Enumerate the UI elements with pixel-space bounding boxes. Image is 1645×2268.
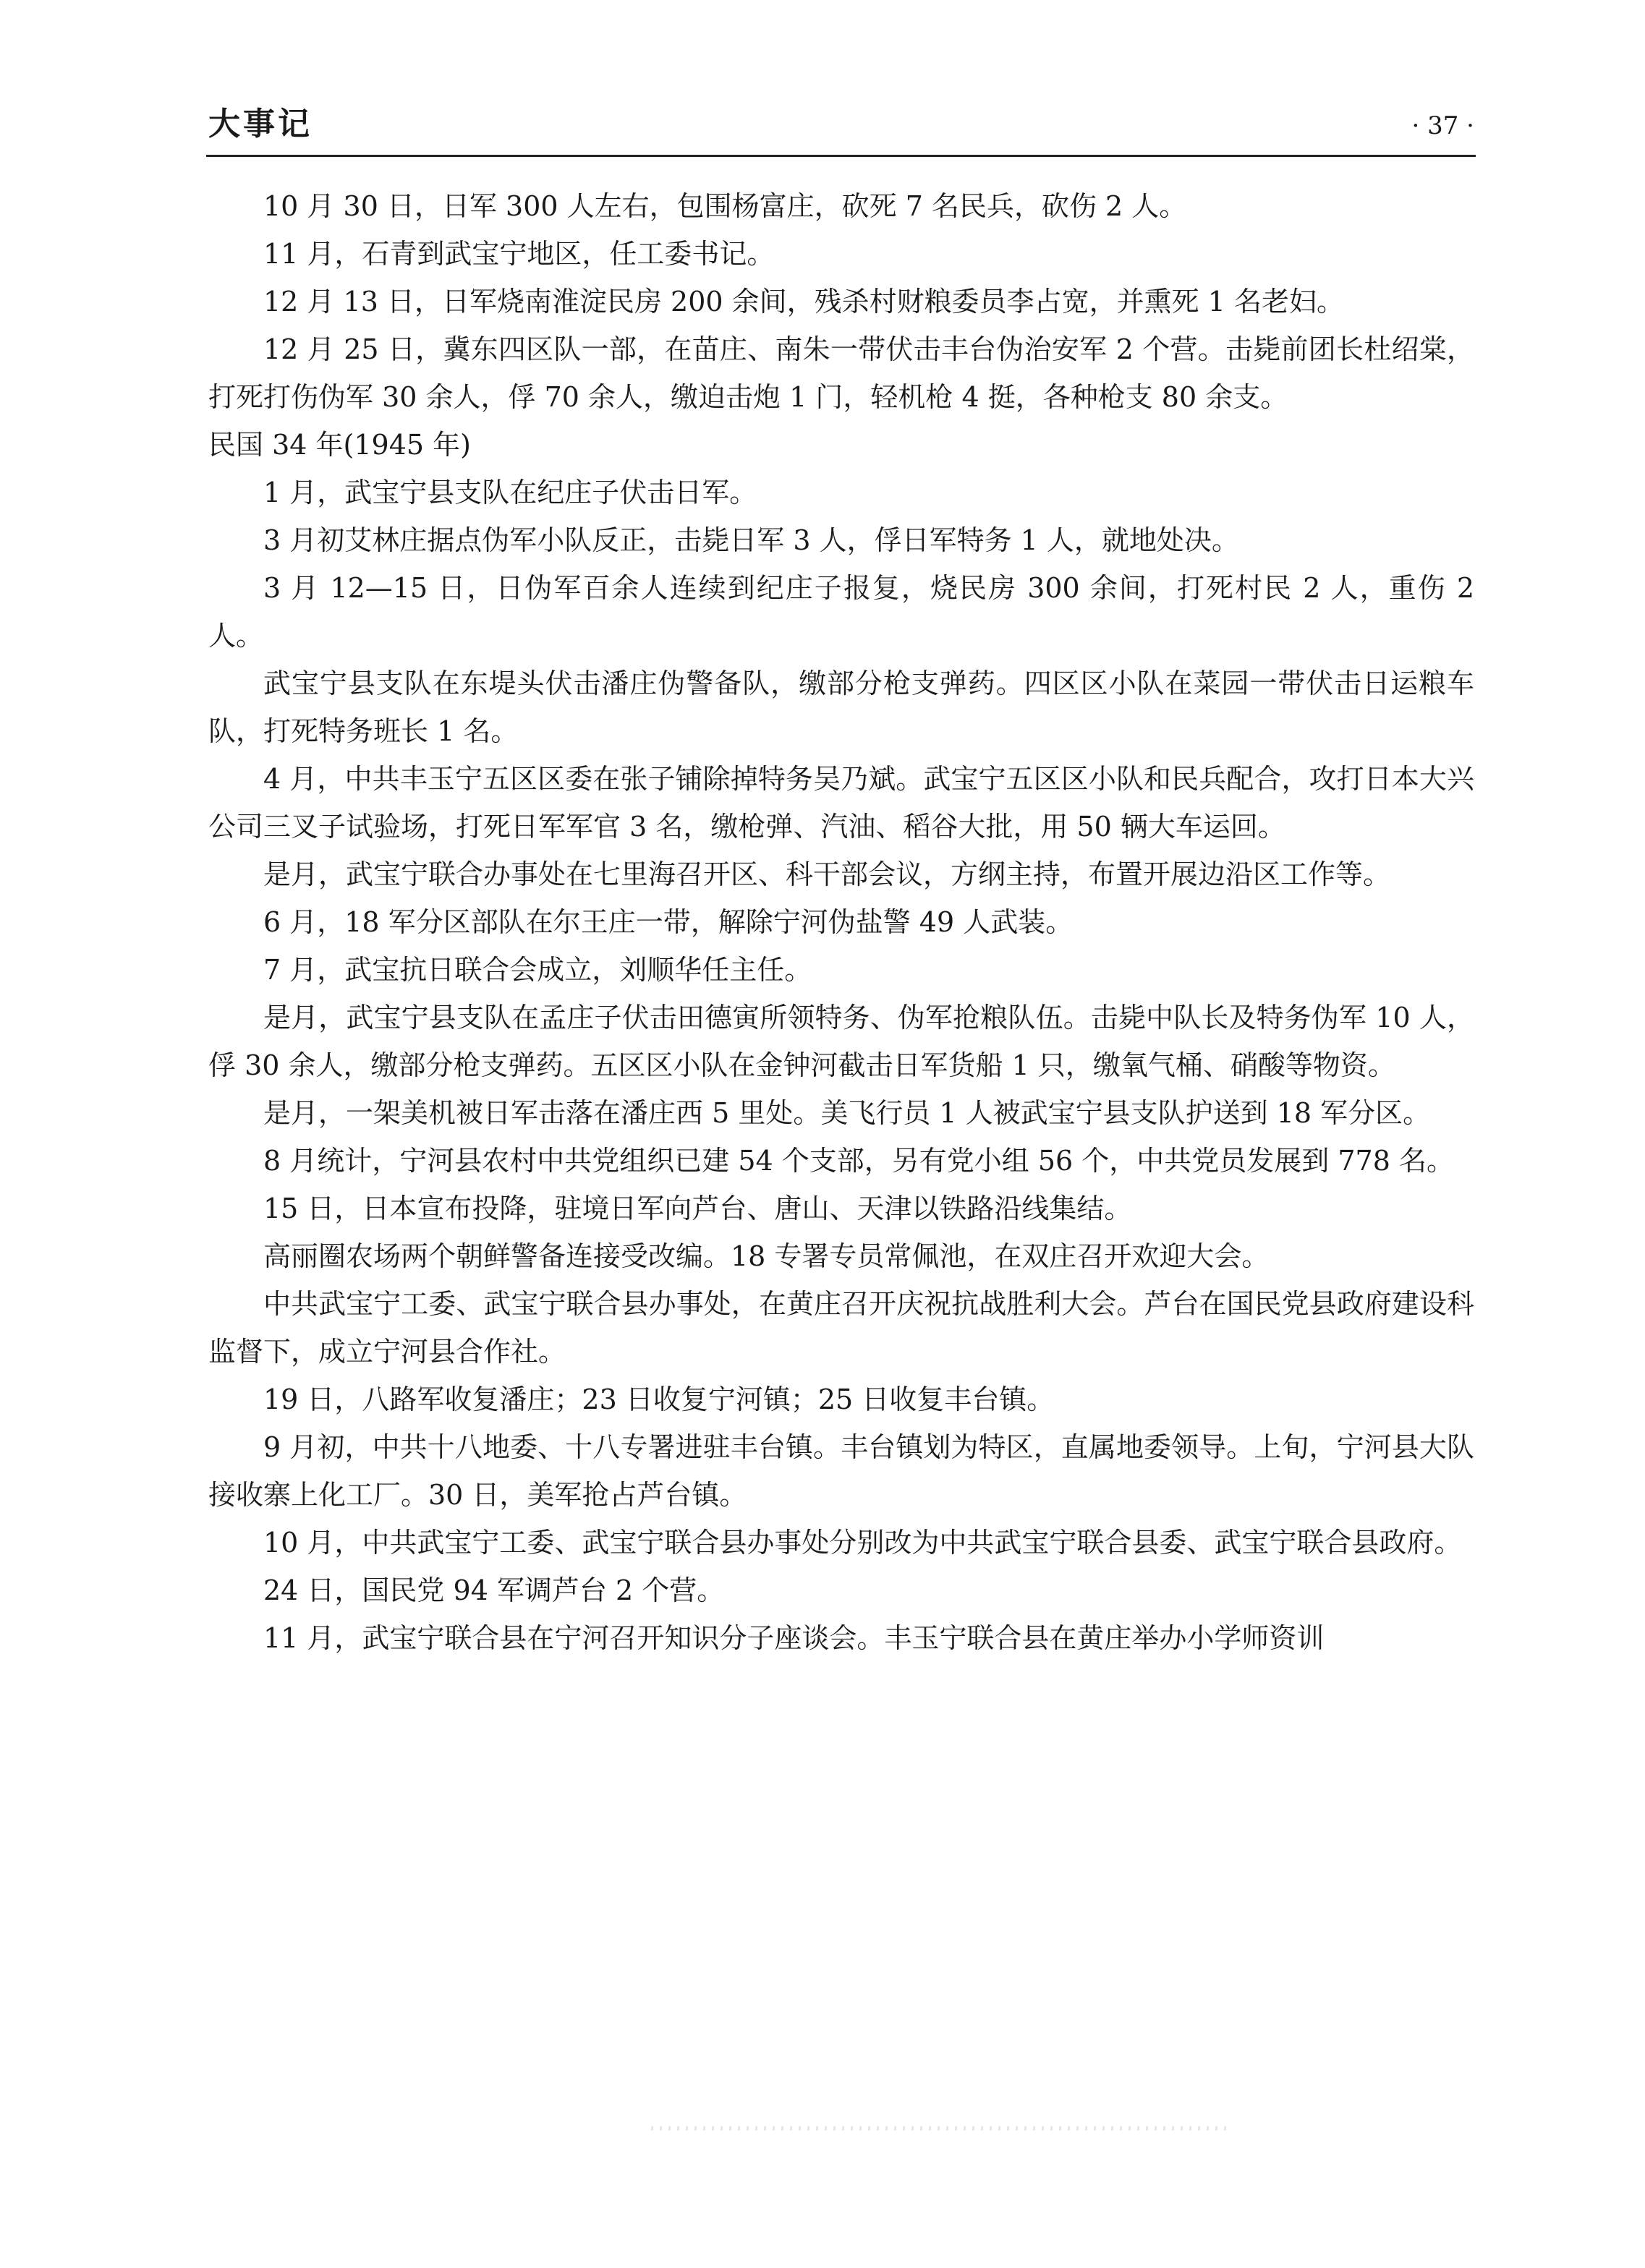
header-rule <box>206 155 1476 157</box>
chronicle-entry: 3 月初艾林庄据点伪军小队反正，击毙日军 3 人，俘日军特务 1 人，就地处决。 <box>263 524 1239 556</box>
chronicle-entry: 6 月，18 军分区部队在尔王庄一带，解除宁河伪盐警 49 人武装。 <box>263 906 1074 938</box>
year-heading: 民国 34 年(1945 年) <box>208 429 471 461</box>
chronicle-entry: 是月，武宝宁县支队在孟庄子伏击田德寅所领特务、伪军抢粮队伍。击毙中队长及特务伪军 10 人，俘 30 余人，缴部分枪支弹药。五区区小队在金钟河截击日军货船 1 只，缴氧气桶、硝酸等物资。 <box>208 1002 1474 1081</box>
page-number: · 37 · <box>1411 111 1474 140</box>
chronicle-entry: 12 月 25 日，冀东四区队一部，在苗庄、南朱一带伏击丰台伪治安军 2 个营。击毙前团长杜绍棠，打死打伤伪军 30 余人，俘 70 余人，缴迫击炮 1 门，轻机枪 4 挺，各种枪支 80 余支。 <box>208 333 1474 413</box>
chronicle-entry: 高丽圈农场两个朝鲜警备连接受改编。18 专署专员常佩池，在双庄召开欢迎大会。 <box>263 1240 1270 1272</box>
chronicle-entry: 3 月 12—15 日，日伪军百余人连续到纪庄子报复，烧民房 300 余间，打死村民 2 人，重伤 2 人。 <box>208 572 1474 652</box>
chronicle-entry: 12 月 13 日，日军烧南淮淀民房 200 余间，残杀村财粮委员李占宽，并熏死 1 名老妇。 <box>263 286 1344 317</box>
running-title: 大事记 <box>208 106 313 142</box>
chronicle-entry: 1 月，武宝宁县支队在纪庄子伏击日军。 <box>263 477 757 508</box>
chronicle-entry: 24 日，国民党 94 军调芦台 2 个营。 <box>263 1574 725 1606</box>
scan-artifact <box>651 2126 1230 2131</box>
page-header <box>208 103 1474 153</box>
chronicle-body <box>208 182 1474 1662</box>
chronicle-entry: 8 月统计，宁河县农村中共党组织已建 54 个支部，另有党小组 56 个，中共党员发展到 778 名。 <box>263 1145 1454 1177</box>
chronicle-entry: 武宝宁县支队在东堤头伏击潘庄伪警备队，缴部分枪支弹药。四区区小队在菜园一带伏击日运粮车队，打死特务班长 1 名。 <box>208 668 1474 747</box>
chronicle-entry: 中共武宝宁工委、武宝宁联合县办事处，在黄庄召开庆祝抗战胜利大会。芦台在国民党县政府建设科监督下，成立宁河县合作社。 <box>208 1288 1474 1368</box>
chronicle-entry: 19 日，八路军收复潘庄；23 日收复宁河镇；25 日收复丰台镇。 <box>263 1384 1055 1415</box>
chronicle-entry: 10 月 30 日，日军 300 人左右，包围杨富庄，砍死 7 名民兵，砍伤 2 人。 <box>263 190 1187 222</box>
chronicle-entry: 是月，一架美机被日军击落在潘庄西 5 里处。美飞行员 1 人被武宝宁县支队护送到 18 军分区。 <box>263 1097 1431 1129</box>
chronicle-entry: 15 日，日本宣布投降，驻境日军向芦台、唐山、天津以铁路沿线集结。 <box>263 1193 1132 1224</box>
chronicle-entry: 11 月，石青到武宝宁地区，任工委书记。 <box>263 238 775 270</box>
chronicle-entry: 7 月，武宝抗日联合会成立，刘顺华任主任。 <box>263 954 812 986</box>
chronicle-entry: 9 月初，中共十八地委、十八专署进驻丰台镇。丰台镇划为特区，直属地委领导。上旬，宁河县大队接收寨上化工厂。30 日，美军抢占芦台镇。 <box>208 1431 1474 1511</box>
chronicle-entry: 是月，武宝宁联合办事处在七里海召开区、科干部会议，方纲主持，布置开展边沿区工作等。 <box>263 858 1391 890</box>
chronicle-entry: 11 月，武宝宁联合县在宁河召开知识分子座谈会。丰玉宁联合县在黄庄举办小学师资训 <box>263 1622 1325 1654</box>
chronicle-entry: 4 月，中共丰玉宁五区区委在张子铺除掉特务吴乃斌。武宝宁五区区小队和民兵配合，攻打日本大兴公司三叉子试验场，打死日军军官 3 名，缴枪弹、汽油、稻谷大批，用 50 辆大车运回。 <box>208 763 1474 843</box>
chronicle-entry: 10 月，中共武宝宁工委、武宝宁联合县办事处分别改为中共武宝宁联合县委、武宝宁联合县政府。 <box>263 1527 1462 1559</box>
